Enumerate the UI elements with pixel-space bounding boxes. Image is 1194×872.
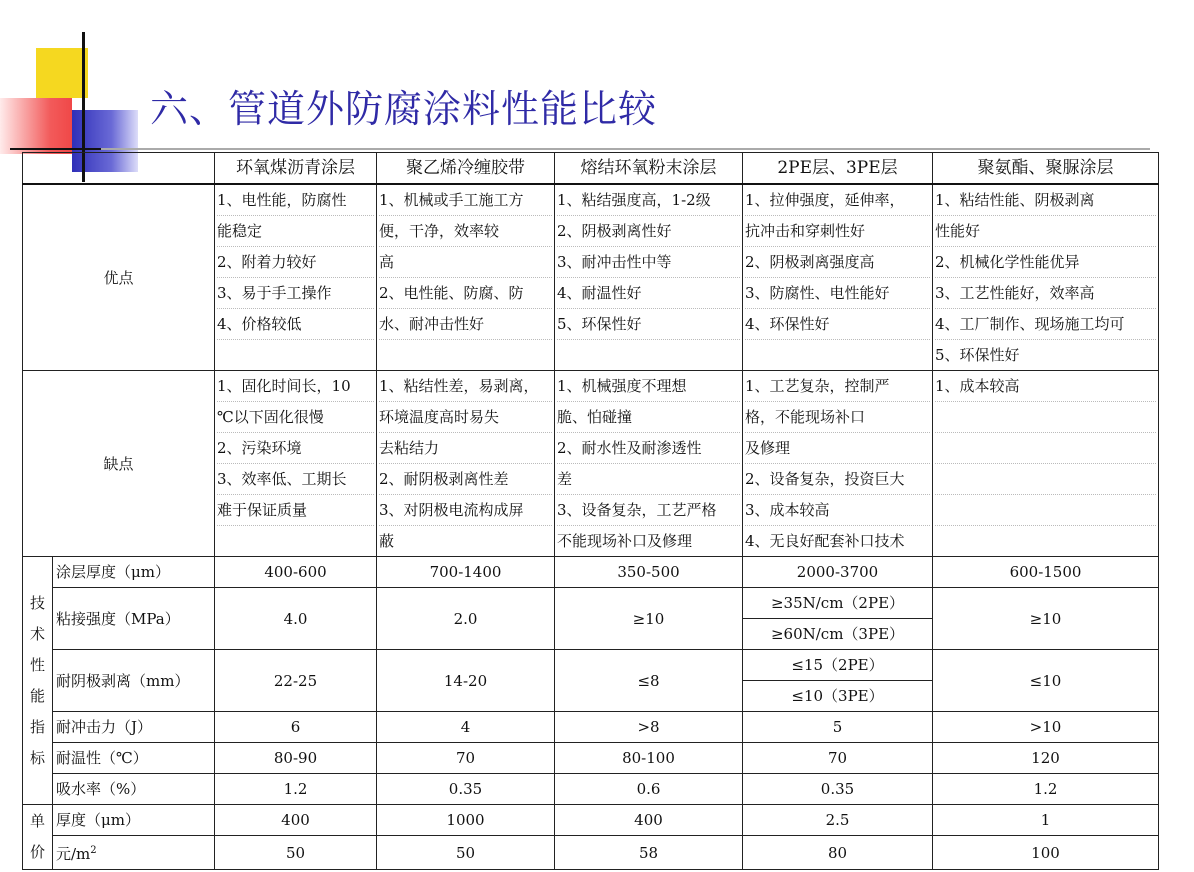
cell-line: 蔽 — [379, 532, 395, 550]
tech-cell: 0.35 — [743, 774, 933, 805]
cell-line: 能稳定 — [217, 216, 374, 247]
cell-line: 3、效率低、工期长 — [217, 464, 374, 495]
price-cell: 400 — [215, 805, 377, 836]
cell-line: 1、成本较高 — [935, 371, 1156, 402]
tech-cell: 80-90 — [215, 743, 377, 774]
cell-lines — [743, 650, 932, 711]
price-cell: 58 — [555, 836, 743, 870]
cell-line: 便，干净，效率较 — [379, 216, 552, 247]
tech-cell: 0.6 — [555, 774, 743, 805]
cell-line: 3、工艺性能好，效率高 — [935, 278, 1156, 309]
cell-lines — [743, 588, 932, 649]
cell-line — [217, 340, 374, 370]
disadvantages-row-label: 缺点 — [23, 371, 215, 557]
cell-line: 1、固化时间长，10 — [217, 371, 374, 402]
tech-row-label: 涂层厚度（μm） — [53, 557, 215, 588]
cell-line: 差 — [557, 464, 740, 495]
tech-cell: ≤8 — [555, 650, 743, 712]
tech-cell: 70 — [743, 743, 933, 774]
cell-line: 4、耐温性好 — [557, 278, 740, 309]
cell-line: 2、污染环境 — [217, 433, 374, 464]
price-cell: 400 — [555, 805, 743, 836]
tech-row-label: 耐冲击力（J） — [53, 712, 215, 743]
tech-cell: 600-1500 — [933, 557, 1159, 588]
tech-row — [23, 712, 1159, 743]
tech-cell: >10 — [933, 712, 1159, 743]
tech-cell: 120 — [933, 743, 1159, 774]
cell-line: 4、价格较低 — [217, 309, 374, 340]
cell-line: 2、电性能、防腐、防 — [379, 278, 552, 309]
cell-line: 4、无良好配套补口技术 — [745, 532, 905, 550]
disadvantages-row-cell — [377, 371, 555, 557]
price-cell: 80 — [743, 836, 933, 870]
tech-row-label: 粘接强度（MPa） — [53, 588, 215, 650]
group-label-char: 性 — [29, 655, 45, 674]
column-header: 聚氨酯、聚脲涂层 — [933, 153, 1159, 185]
cell-line: 3、防腐性、电性能好 — [745, 278, 930, 309]
page-title: 六、管道外防腐涂料性能比较 — [150, 87, 658, 131]
tech-cell: 2.0 — [377, 588, 555, 650]
cell-line: 1、机械或手工施工方 — [379, 185, 552, 216]
tech-cell: >8 — [555, 712, 743, 743]
group-label-char: 技 — [29, 593, 45, 612]
cell-line — [935, 495, 1156, 526]
cell-line: 高 — [379, 247, 552, 278]
cell-line: 2、附着力较好 — [217, 247, 374, 278]
cell-line: ≥35N/cm（2PE） — [743, 588, 932, 619]
disadvantages-row-cell — [933, 371, 1159, 557]
price-label-text: 厚度（μm） — [56, 811, 140, 829]
tech-cell: 4 — [377, 712, 555, 743]
table-header-row — [23, 153, 1159, 185]
cell-line: 4、工厂制作、现场施工均可 — [935, 309, 1156, 340]
tech-row — [23, 588, 1159, 650]
cell-line: 2、阴极剥离性好 — [557, 216, 740, 247]
cell-line: 2、耐阴极剥离性差 — [379, 464, 552, 495]
price-cell: 50 — [377, 836, 555, 870]
cell-line: 3、设备复杂，工艺严格 — [557, 495, 740, 526]
cell-line: 性能好 — [935, 216, 1156, 247]
price-cell: 100 — [933, 836, 1159, 870]
group-label-char: 价 — [29, 843, 45, 861]
price-cell: 1 — [933, 805, 1159, 836]
cell-line: 环境温度高时易失 — [379, 402, 552, 433]
column-header: 环氧煤沥青涂层 — [215, 153, 377, 185]
cell-line: 格，不能现场补口 — [745, 402, 930, 433]
cell-lines — [935, 185, 1156, 370]
cell-line: ≤10（3PE） — [791, 687, 884, 705]
price-label-sup: 2 — [90, 845, 97, 856]
tech-group-label — [23, 557, 53, 805]
tech-cell: 80-100 — [555, 743, 743, 774]
cell-line: 3、对阴极电流构成屏 — [379, 495, 552, 526]
price-row — [23, 805, 1159, 836]
cell-line: 难于保证质量 — [217, 495, 374, 526]
cell-line: 4、环保性好 — [745, 309, 930, 340]
column-header: 2PE层、3PE层 — [743, 153, 933, 185]
tech-row — [23, 650, 1159, 712]
group-label-char: 术 — [29, 624, 45, 643]
decor-horizontal-line — [10, 148, 1150, 150]
tech-row-label: 耐阴极剥离（mm） — [53, 650, 215, 712]
column-header: 熔结环氧粉末涂层 — [555, 153, 743, 185]
cell-lines — [379, 185, 552, 370]
cell-line — [935, 433, 1156, 464]
cell-line: ≤15（2PE） — [743, 650, 932, 681]
cell-line — [379, 340, 552, 370]
cell-lines — [217, 371, 374, 556]
disadvantages-row-cell — [215, 371, 377, 557]
tech-cell: 1.2 — [933, 774, 1159, 805]
disadvantages-row-cell — [555, 371, 743, 557]
cell-lines — [557, 371, 740, 556]
disadvantages-row-cell — [743, 371, 933, 557]
cell-line: 5、环保性好 — [935, 346, 1020, 364]
tech-cell: 350-500 — [555, 557, 743, 588]
advantages-row-cell — [215, 184, 377, 371]
cell-line: ℃以下固化很慢 — [217, 402, 374, 433]
tech-cell: 0.35 — [377, 774, 555, 805]
advantages-row-label: 优点 — [23, 184, 215, 371]
cell-line — [745, 340, 930, 370]
tech-cell: ≥10 — [933, 588, 1159, 650]
cell-line: 及修理 — [745, 433, 930, 464]
cell-line — [557, 340, 740, 370]
group-label-char: 标 — [29, 748, 45, 767]
cell-line: 1、工艺复杂，控制严 — [745, 371, 930, 402]
cell-line: 1、粘结性差，易剥离， — [379, 371, 552, 402]
price-group-label — [23, 805, 53, 870]
price-cell: 2.5 — [743, 805, 933, 836]
cell-line: 3、成本较高 — [745, 495, 930, 526]
cell-line: 2、机械化学性能优异 — [935, 247, 1156, 278]
tech-row — [23, 774, 1159, 805]
price-cell: 1000 — [377, 805, 555, 836]
disadvantages-row — [23, 371, 1159, 557]
tech-row — [23, 743, 1159, 774]
price-row-label — [53, 836, 215, 870]
cell-line: 抗冲击和穿刺性好 — [745, 216, 930, 247]
tech-cell-pe — [743, 588, 933, 650]
cell-line: 1、机械强度不理想 — [557, 371, 740, 402]
advantages-row-cell — [743, 184, 933, 371]
tech-cell: 5 — [743, 712, 933, 743]
price-label-text: 元/m — [56, 845, 91, 863]
cell-line: 1、电性能，防腐性 — [217, 185, 374, 216]
tech-row-label: 耐温性（℃） — [53, 743, 215, 774]
cell-line — [217, 526, 374, 556]
price-row-label — [53, 805, 215, 836]
cell-line: 1、拉伸强度，延伸率， — [745, 185, 930, 216]
cell-lines — [745, 185, 930, 370]
cell-line: 2、设备复杂，投资巨大 — [745, 464, 930, 495]
cell-lines — [217, 185, 374, 370]
cell-line: 水、耐冲击性好 — [379, 309, 552, 340]
cell-line — [935, 526, 1156, 556]
tech-cell: 4.0 — [215, 588, 377, 650]
cell-lines — [745, 371, 930, 556]
cell-line: ≥60N/cm（3PE） — [770, 625, 905, 643]
tech-row-label: 吸水率（%） — [53, 774, 215, 805]
cell-lines — [379, 371, 552, 556]
cell-line: 5、环保性好 — [557, 309, 740, 340]
advantages-row-cell — [555, 184, 743, 371]
tech-cell: ≤10 — [933, 650, 1159, 712]
cell-line: 去粘结力 — [379, 433, 552, 464]
cell-line — [935, 464, 1156, 495]
tech-cell: 6 — [215, 712, 377, 743]
cell-line: 3、易于手工操作 — [217, 278, 374, 309]
group-label-char: 指 — [29, 717, 45, 736]
price-cell: 50 — [215, 836, 377, 870]
decor-yellow-square — [36, 48, 88, 98]
cell-lines — [557, 185, 740, 370]
comparison-table — [22, 152, 1159, 870]
tech-cell: 400-600 — [215, 557, 377, 588]
advantages-row-cell — [933, 184, 1159, 371]
cell-lines — [935, 371, 1156, 556]
advantages-row — [23, 184, 1159, 371]
tech-cell: 70 — [377, 743, 555, 774]
decor-red-block — [0, 98, 72, 154]
cell-line: 2、耐水性及耐渗透性 — [557, 433, 740, 464]
tech-cell: 1.2 — [215, 774, 377, 805]
tech-cell: ≥10 — [555, 588, 743, 650]
advantages-row-cell — [377, 184, 555, 371]
cell-line: 2、阴极剥离强度高 — [745, 247, 930, 278]
cell-line — [935, 402, 1156, 433]
column-header: 聚乙烯冷缠胶带 — [377, 153, 555, 185]
group-label-char: 单 — [29, 812, 45, 830]
tech-cell: 14-20 — [377, 650, 555, 712]
cell-line: 不能现场补口及修理 — [557, 532, 693, 550]
header-corner-cell — [23, 153, 215, 185]
tech-row — [23, 557, 1159, 588]
tech-cell: 2000-3700 — [743, 557, 933, 588]
cell-line: 3、耐冲击性中等 — [557, 247, 740, 278]
tech-cell: 22-25 — [215, 650, 377, 712]
group-label-char: 能 — [29, 686, 45, 705]
tech-cell: 700-1400 — [377, 557, 555, 588]
cell-line: 1、粘结性能、阴极剥离 — [935, 185, 1156, 216]
cell-line: 1、粘结强度高，1-2级 — [557, 185, 740, 216]
tech-cell-pe — [743, 650, 933, 712]
cell-line: 脆、怕碰撞 — [557, 402, 740, 433]
price-row — [23, 836, 1159, 870]
